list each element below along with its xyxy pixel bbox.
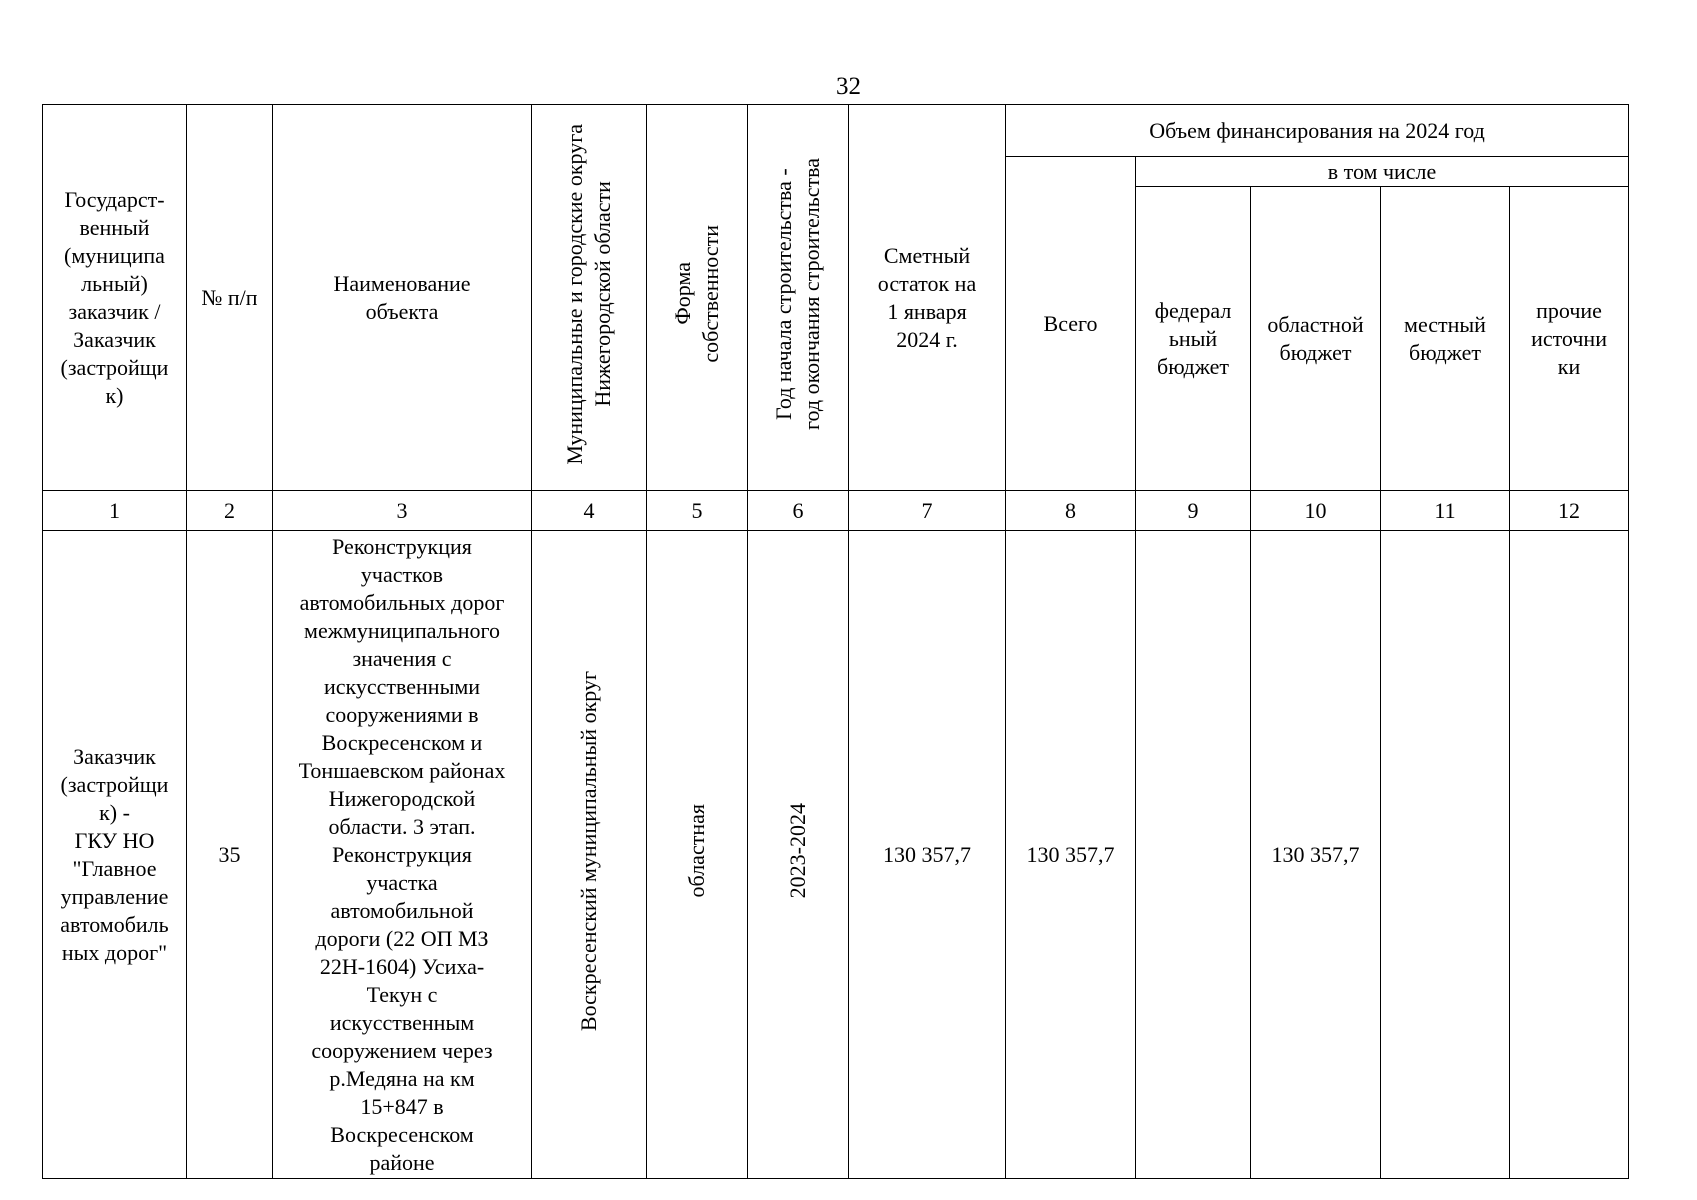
- federal-budget-cell: [1136, 531, 1251, 1179]
- column-number: 1: [43, 491, 187, 531]
- local-budget-cell: [1381, 531, 1510, 1179]
- header-object-name: Наименование объекта: [273, 105, 532, 491]
- header-local-budget: местный бюджет: [1381, 187, 1510, 491]
- row-number-cell: 35: [187, 531, 273, 1179]
- column-number: 7: [849, 491, 1006, 531]
- header-row-1: [43, 105, 1629, 157]
- header-including-group: в том числе: [1136, 157, 1629, 187]
- header-federal-budget: федерал ьный бюджет: [1136, 187, 1251, 491]
- header-customer: Государст- венный (муниципа льный) заказчик / Заказчик (застройщи к): [43, 105, 187, 491]
- column-number: 4: [532, 491, 647, 531]
- ownership-text: областная: [684, 804, 709, 898]
- header-other-sources: прочие источни ки: [1510, 187, 1629, 491]
- estimate-balance-cell: 130 357,7: [849, 531, 1006, 1179]
- years-cell: [748, 531, 849, 1179]
- column-numbers-row: [43, 491, 1629, 531]
- header-ownership-cell: [647, 105, 748, 491]
- column-number: 8: [1006, 491, 1136, 531]
- page-number: 32: [836, 73, 861, 100]
- column-number: 11: [1381, 491, 1510, 531]
- header-years-cell: [748, 105, 849, 491]
- financing-table: [42, 104, 1629, 1179]
- header-estimate-balance: Сметный остаток на 1 января 2024 г.: [849, 105, 1006, 491]
- header-financing-group: Объем финансирования на 2024 год: [1006, 105, 1629, 157]
- header-total: Всего: [1006, 157, 1136, 491]
- column-number: 6: [748, 491, 849, 531]
- table-row: [43, 531, 1629, 1179]
- column-number: 12: [1510, 491, 1629, 531]
- column-number: 9: [1136, 491, 1251, 531]
- column-number: 5: [647, 491, 748, 531]
- header-municipality: Муниципальные и городские округа Нижегородской области: [562, 123, 615, 465]
- column-number: 10: [1251, 491, 1381, 531]
- object-name-cell: Реконструкция участков автомобильных дорог межмуниципального значения с искусственными сооружениями в Воскресенском и Тоншаевском районах Нижегородской области. 3 этап. Реконструкция участка автомобильной дороги (22 ОП МЗ 22Н-1604) Усиха- Текун с искусственным сооружением через р.Медяна на км 15+847 в Воскресенском районе: [273, 531, 532, 1179]
- municipality-cell: [532, 531, 647, 1179]
- header-municipality-cell: [532, 105, 647, 491]
- ownership-cell: [647, 531, 748, 1179]
- column-number: 3: [273, 491, 532, 531]
- total-cell: 130 357,7: [1006, 531, 1136, 1179]
- customer-cell: Заказчик (застройщи к) - ГКУ НО "Главное управление автомобиль ных дорог": [43, 531, 187, 1179]
- header-ownership: Форма собственности: [670, 225, 723, 363]
- other-sources-cell: [1510, 531, 1629, 1179]
- header-years: Год начала строительства - год окончания строительства: [771, 158, 824, 430]
- years-text: 2023-2024: [785, 803, 810, 899]
- header-number: № п/п: [187, 105, 273, 491]
- column-number: 2: [187, 491, 273, 531]
- header-regional-budget: областной бюджет: [1251, 187, 1381, 491]
- regional-budget-cell: 130 357,7: [1251, 531, 1381, 1179]
- municipality-text: Воскресенский муниципальный округ: [576, 670, 601, 1032]
